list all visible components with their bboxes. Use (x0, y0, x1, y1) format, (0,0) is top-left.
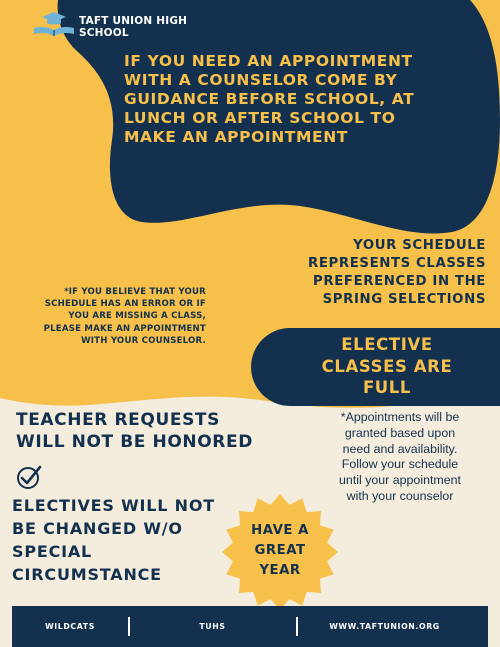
great-year-text (221, 521, 339, 581)
appointment-headline (124, 52, 444, 147)
electives-line: ELECTIVES WILL NOT (12, 496, 215, 515)
appointments-line: *Appointments will be (340, 410, 460, 424)
error-note-line: *IF YOU BELIEVE THAT YOUR (64, 287, 206, 297)
appointments-line: until your appointment (339, 473, 461, 488)
schedule-notice (246, 237, 486, 309)
appointments-line: Follow your schedule (341, 457, 459, 472)
error-note-line: SCHEDULE HAS AN ERROR OR IF (44, 299, 206, 310)
appointments-line: granted based upon (344, 425, 456, 440)
electives-change-notice (12, 494, 215, 586)
schedule-line: SPRING SELECTIONS (322, 292, 486, 307)
elective-line: CLASSES ARE (321, 356, 453, 376)
headline-line: LUNCH OR AFTER SCHOOL TO (124, 109, 396, 127)
elective-line: FULL (362, 378, 412, 397)
schedule-error-note (16, 286, 206, 347)
error-note-line: PLEASE MAKE AN APPOINTMENT (43, 323, 206, 334)
seal-line: GREAT (254, 543, 306, 558)
footer-website-link[interactable]: WWW.TAFTUNION.ORG (329, 622, 440, 631)
elective-full-text (289, 334, 485, 399)
headline-line: GUIDANCE BEFORE SCHOOL, AT (124, 90, 415, 108)
electives-line: SPECIAL (12, 542, 93, 561)
schedule-line: REPRESENTS CLASSES (308, 256, 486, 271)
elective-line: ELECTIVE (341, 335, 433, 354)
seal-line: YEAR (259, 563, 301, 578)
school-name-line: TAFT UNION HIGH (79, 15, 188, 27)
appointments-line: with your counselor (346, 488, 454, 503)
seal-line: HAVE A (251, 523, 309, 538)
headline-line: MAKE AN APPOINTMENT (124, 128, 348, 146)
teacher-line: TEACHER REQUESTS (16, 410, 220, 430)
schedule-line: YOUR SCHEDULE (353, 238, 486, 253)
error-note-line: YOU ARE MISSING A CLASS, (68, 311, 206, 322)
footer-bar (12, 606, 488, 647)
checkmark-circle-icon (16, 464, 42, 490)
schedule-line: PREFERENCED IN THE (313, 274, 486, 289)
appointments-note (305, 410, 495, 505)
teacher-requests-notice (16, 409, 253, 453)
graduation-cap-on-book-icon (31, 10, 77, 38)
electives-line: BE CHANGED W/O (12, 519, 183, 538)
appointments-line: need and availability. (342, 441, 458, 456)
headline-line: WITH A COUNSELOR COME BY (124, 71, 398, 89)
footer-wildcats: WILDCATS (45, 622, 95, 631)
headline-line: IF YOU NEED AN APPOINTMENT (124, 52, 413, 70)
school-name-line: SCHOOL (79, 27, 129, 39)
school-name (79, 15, 187, 39)
teacher-line: WILL NOT BE HONORED (16, 432, 253, 452)
footer-tuhs: TUHS (199, 622, 226, 631)
electives-line: CIRCUMSTANCE (12, 565, 162, 584)
error-note-line: WITH YOUR COUNSELOR. (81, 335, 206, 346)
